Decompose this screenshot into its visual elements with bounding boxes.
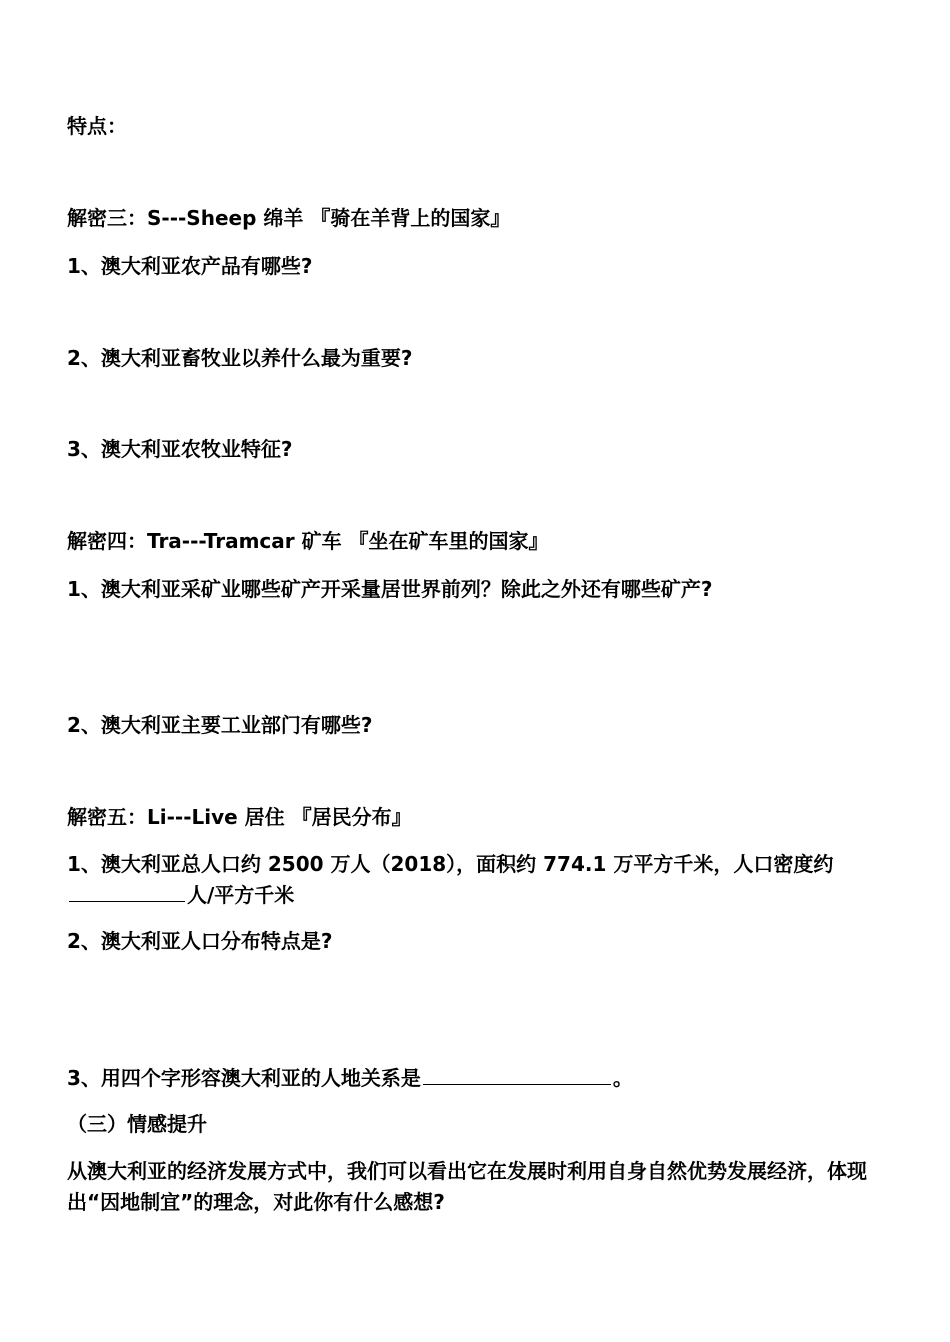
section4-title: 解密四：Tra---Tramcar 矿车 『坐在矿车里的国家』 [67, 529, 549, 553]
section5-question-1-unit: 人/平方千米 [187, 883, 295, 907]
section5-question-1-text: 1、澳大利亚总人口约 2500 万人（2018），面积约 774.1 万平方千米，人口密度约 [67, 852, 834, 876]
emotion-section-title: （三）情感提升 [67, 1112, 207, 1136]
section5-question-1 [67, 849, 887, 911]
human-land-relation-blank[interactable] [423, 1064, 611, 1085]
section3-question-2: 2、澳大利亚畜牧业以养什么最为重要? [67, 346, 413, 370]
emotion-section-text: 从澳大利亚的经济发展方式中，我们可以看出它在发展时利用自身自然优势发展经济，体现出“因地制宜”的理念，对此你有什么感想? [67, 1159, 867, 1214]
population-density-blank[interactable] [69, 881, 185, 902]
section3-question-3: 3、澳大利亚农牧业特征? [67, 437, 293, 461]
section3-title: 解密三：S---Sheep 绵羊 『骑在羊背上的国家』 [67, 206, 511, 230]
features-label: 特点： [67, 114, 127, 138]
section5-question-3-text: 3、用四个字形容澳大利亚的人地关系是 [67, 1066, 421, 1090]
section3-question-1: 1、澳大利亚农产品有哪些? [67, 254, 313, 278]
section4-question-2: 2、澳大利亚主要工业部门有哪些? [67, 713, 373, 737]
section5-question-3-end: 。 [612, 1066, 633, 1090]
section5-question-3 [67, 1064, 633, 1092]
section4-question-1: 1、澳大利亚采矿业哪些矿产开采量居世界前列？除此之外还有哪些矿产? [67, 577, 713, 601]
section5-title: 解密五：Li---Live 居住 『居民分布』 [67, 805, 412, 829]
section5-question-2: 2、澳大利亚人口分布特点是? [67, 929, 333, 953]
